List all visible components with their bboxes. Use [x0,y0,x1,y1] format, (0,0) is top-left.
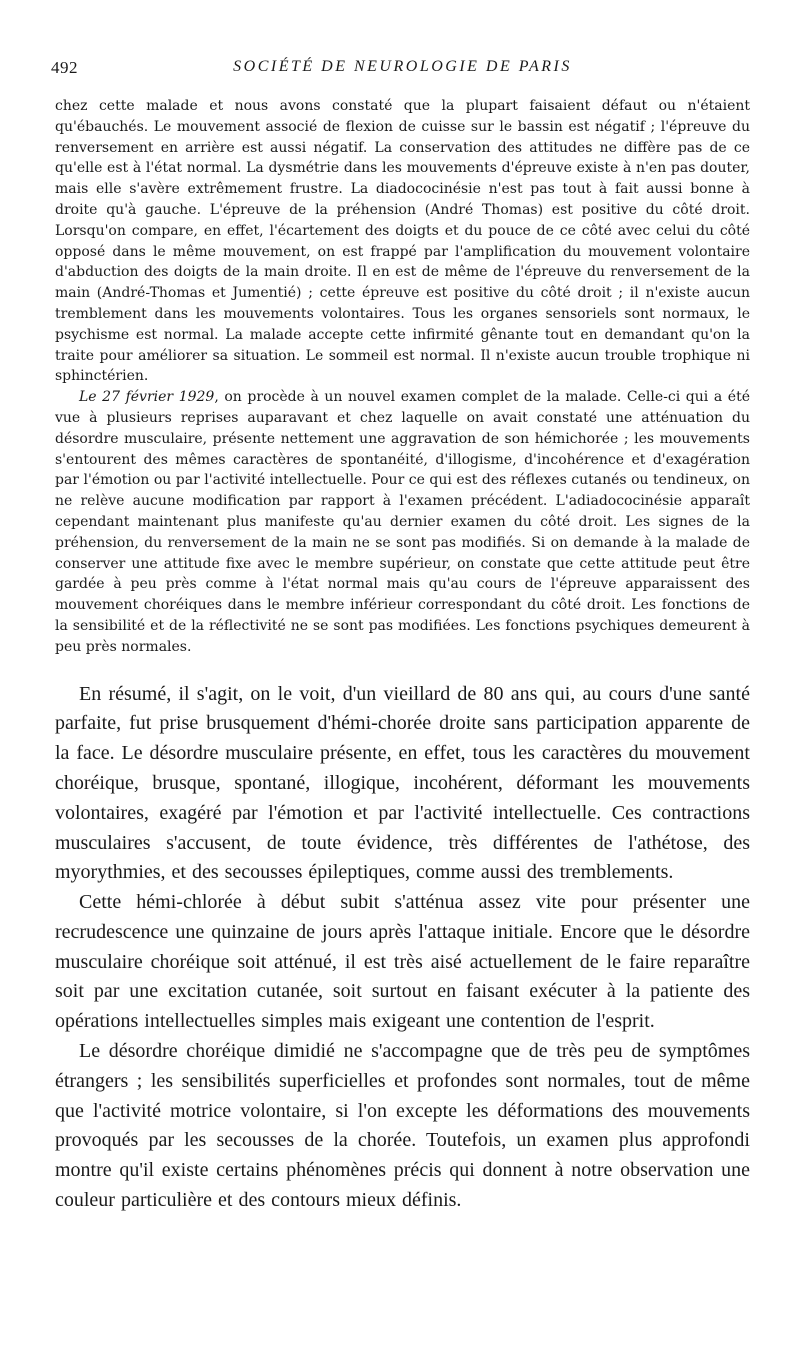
case-paragraph-2 [55,387,750,657]
summary-paragraph-1: En résumé, il s'agit, on le voit, d'un vieillard de 80 ans qui, au cours d'une santé parfaite, fut prise brusquement d'hémi-chorée droite sans participation apparente de la face. Le désordre musculaire présente, en effet, tous les caractères du mouvement choréique, brusque, spontané, illogique, incohérent, déformant les mouvements volontaires, exagéré par l'émotion et par l'activité intellectuelle. Ces contractions musculaires s'accusent, de toute évidence, très différentes de l'athétose, des myorythmies, et des secousses épileptiques, comme aussi des tremblements. [55,682,750,884]
running-head [51,58,750,88]
case-paragraph-2-text: , on procède à un nouvel examen complet de la malade. Celle-ci qui a été vue à plusieurs reprises auparavant et chez laquelle on avait constaté une atténuation du désordre musculaire, présente nettement une aggravation de son hémichorée ; les mouvements s'entourent des mêmes caractères de spontanéité, d'illogisme, d'incohérence et d'exagération par l'émotion ou par l'activité intellectuelle. Pour ce qui est des réflexes cutanés ou tendineux, on ne relève aucune modification par rapport à l'examen précédent. L'adiadococinésie apparaît cependant maintenant plus manifeste qu'au dernier examen du côté droit. Les signes de la préhension, du renversement de la main ne se sont pas modifiés. Si on demande à la malade de conserver une attitude fixe avec le membre supérieur, on constate que cette attitude peut être gardée à peu près comme à l'état normal mais qu'au cours de l'épreuve apparaissent des mouvement choréiques dans le membre inférieur correspondant du côté droit. Les fonctions de la sensibilité et de la réflectivité ne se sont pas modifiées. Les fonctions psychiques demeurent à peu près normales. [55,389,750,655]
page-number: 492 [51,58,78,77]
exam-date: Le 27 février 1929 [79,389,215,406]
summary-section [55,680,750,1216]
summary-paragraph-2: Cette hémi-chlorée à début subit s'atténua assez vite pour présenter une recrudescence une quinzaine de jours après l'attaque initiale. Encore que le désordre musculaire choréique soit atténué, il est très aisé actuellement de le faire reparaître soit par une excitation cutanée, soit surtout en faisant exécuter à la patiente des opérations intellectuelles simples mais exigeant une contention de l'esprit. [55,891,750,1033]
journal-title: SOCIÉTÉ DE NEUROLOGIE DE PARIS [233,58,572,75]
page [51,58,750,1216]
case-notes [55,96,750,658]
case-paragraph-1: chez cette malade et nous avons constaté que la plupart faisaient défaut ou n'étaient qu'ébauchés. Le mouvement associé de flexion de cuisse sur le bassin est négatif ; l'épreuve du renversement en arrière est aussi négatif. La conservation des attitudes ne diffère pas de ce qu'elle est à l'état normal. La dysmétrie dans les mouvements d'épreuve existe à n'en pas douter, mais elle s'avère extrêmement frustre. La diadococinésie n'est pas tout à fait aussi bonne à droite qu'à gauche. L'épreuve de la préhension (André Thomas) est positive du côté droit. Lorsqu'on compare, en effet, l'écartement des doigts et du pouce de ce côté avec celui du côté opposé dans le même mouvement, on est frappé par l'amplification du mouvement volontaire d'abduction des doigts de la main droite. Il en est de même de l'épreuve du renversement de la main (André-Thomas et Jumentié) ; cette épreuve est positive du côté droit ; il n'existe aucun tremblement dans les mouvements volontaires. Tous les organes sensoriels sont normaux, le psychisme est normal. La malade accepte cette infirmité gênante tout en demandant qu'on la traite pour améliorer sa situation. Le sommeil est normal. Il n'existe aucun trouble trophique ni sphinctérien. [55,98,750,385]
summary-paragraph-3: Le désordre choréique dimidié ne s'accompagne que de très peu de symptômes étrangers ; les sensibilités superficielles et profondes sont normales, tout de même que l'activité motrice volontaire, si l'on excepte les déformations des mouvements provoqués par les secousses de la chorée. Toutefois, un examen plus approfondi montre qu'il existe certains phénomènes précis qui donnent à notre observation une couleur particulière et des contours mieux définis. [55,1040,750,1212]
